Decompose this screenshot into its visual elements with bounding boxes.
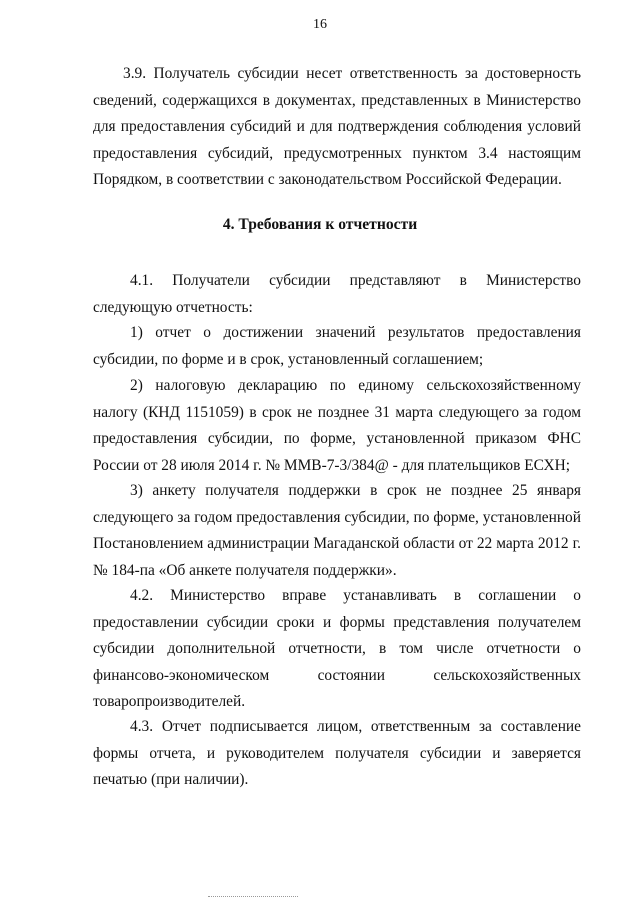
text-line: предоставления субсидий, предусмотренных пунктом 3.4 настоящим: [93, 144, 581, 162]
text-line: 3) анкету получателя поддержки в срок не позднее 25 января: [130, 482, 581, 499]
text-line: следующую отчетность:: [93, 298, 253, 316]
text-line: № 184-па «Об анкете получателя поддержки».: [93, 561, 397, 579]
text-line: налогу (КНД 1151059) в срок не позднее 31 марта следующего за годом: [93, 403, 581, 421]
text-line: 2) налоговую декларацию по единому сельскохозяйственному: [130, 377, 581, 394]
paragraph-4-1: [93, 268, 581, 321]
text-line: товаропроизводителей.: [93, 693, 246, 710]
paragraph-4-1-item-2: [93, 373, 581, 479]
paragraph-4-1-item-1: [93, 320, 581, 373]
text-line: 4.2. Министерство вправе устанавливать в соглашении о: [130, 587, 581, 604]
text-line: следующего за годом предоставления субсидии, по форме, установленной: [93, 508, 581, 526]
text-line: субсидии дополнительной отчетности, в том числе отчетности о: [93, 640, 581, 657]
text-line: финансово-экономическом состоянии сельскохозяйственных: [93, 666, 581, 684]
paragraph-3-9: [93, 61, 581, 194]
text-line: сведений, содержащихся в документах, представленных в Министерство: [93, 91, 581, 109]
section-heading: 4. Требования к отчетности: [222, 216, 418, 233]
text-line: 4.1. Получатели субсидии представляют в Министерство: [130, 272, 581, 289]
text-line: 3.9. Получатель субсидии несет ответственность за достоверность: [123, 65, 581, 82]
text-line: формы отчета, и руководителем получателя субсидии и заверяется: [93, 744, 581, 762]
text-line: 4.3. Отчет подписывается лицом, ответственным за составление: [130, 718, 581, 735]
page-number: 16: [313, 17, 327, 32]
text-line: Порядком, в соответствии с законодательством Российской Федерации.: [93, 171, 562, 188]
scan-artifact: [208, 896, 298, 901]
text-line: для предоставления субсидий и для подтверждения соблюдения условий: [93, 118, 581, 135]
text-line: субсидии, по форме и в срок, установленный соглашением;: [93, 350, 484, 368]
text-line: предоставлении субсидии сроки и формы представления получателем: [93, 613, 581, 631]
paragraph-4-3: [93, 714, 581, 794]
text-line: России от 28 июля 2014 г. № ММВ-7-3/384@ - для плательщиков ЕСХН;: [93, 456, 570, 474]
text-line: Постановлением администрации Магаданской области от 22 марта 2012 г.: [93, 535, 581, 552]
paragraph-4-1-item-3: [93, 478, 581, 584]
text-line: предоставления субсидии, по форме, установленной приказом ФНС: [93, 430, 581, 447]
text-line: 1) отчет о достижении значений результатов предоставления: [130, 324, 581, 341]
paragraph-4-2: [93, 583, 581, 716]
text-line: печатью (при наличии).: [93, 771, 249, 788]
